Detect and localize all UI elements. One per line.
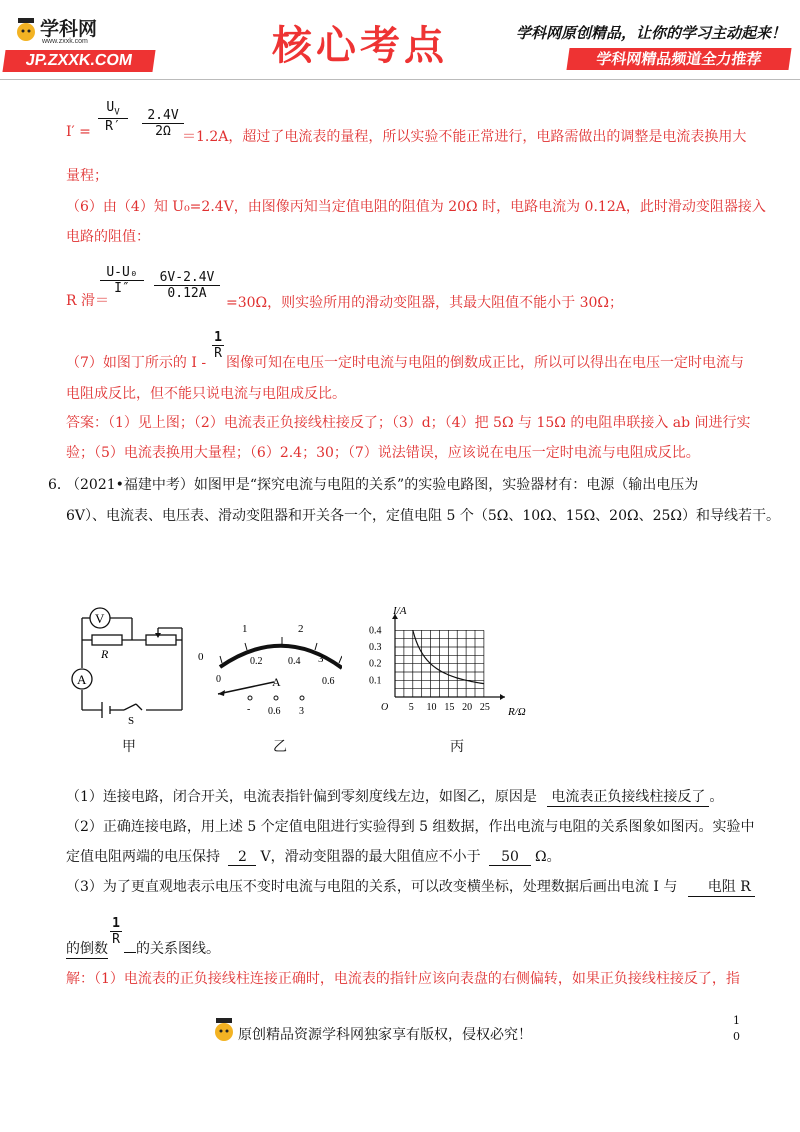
sub2-line1: （2）正确连接电路，用上述 5 个定值电阻进行实验得到 5 组数据，作出电流与电阻的关系图象如图丙。实验中 bbox=[66, 819, 755, 835]
y-tick-label: 0.3 bbox=[369, 642, 382, 653]
terminal-3: 3 bbox=[299, 706, 304, 717]
terminal-neg: - bbox=[247, 704, 251, 715]
sub3-answer-b: 的倒数 bbox=[66, 938, 108, 959]
frac1-num-sub: V bbox=[114, 107, 120, 118]
sub3-frac bbox=[110, 916, 122, 947]
logo-url: www.zxxk.com bbox=[42, 38, 88, 45]
chart-grid bbox=[395, 630, 484, 697]
page-number-bottom: 0 bbox=[733, 1030, 740, 1043]
inner-tick-1: 0.2 bbox=[250, 656, 263, 667]
sub2-answer-voltage: 2 bbox=[228, 849, 256, 866]
page-number-top: 1 bbox=[733, 1014, 740, 1027]
x-axis-label: R/Ω bbox=[508, 706, 526, 718]
mascot-icon bbox=[14, 16, 38, 44]
x-tick-label: 5 bbox=[408, 702, 414, 713]
formula2-left: R 滑＝ bbox=[66, 293, 109, 309]
formula2-text: =30Ω，则实验所用的滑动变阻器，其最大阻值不能小于 30Ω； bbox=[226, 295, 624, 311]
circuit-diagram bbox=[62, 600, 192, 725]
rheostat bbox=[146, 635, 176, 645]
sub3-frac-den: R bbox=[110, 931, 122, 947]
caption-yi: 乙 bbox=[273, 739, 287, 755]
formula1-left: I′ = bbox=[66, 124, 91, 140]
meter-needle bbox=[218, 682, 274, 694]
inner-tick-0: 0 bbox=[216, 674, 221, 685]
x-axis-arrow bbox=[500, 694, 505, 700]
x-tick-label: O bbox=[381, 702, 389, 713]
part7-post: 图像可知在电压一定时电流与电阻的倒数成正比，所以可以得出在电压一定时电流与 bbox=[226, 355, 744, 371]
ammeter-dial bbox=[192, 612, 342, 722]
solution-line1: 解：（1）电流表的正负接线柱连接正确时，电流表的指针应该向表盘的右侧偏转，如果正负接线柱接反了，指 bbox=[66, 971, 740, 987]
sub3-line1 bbox=[66, 876, 766, 897]
question-number: 6． bbox=[48, 477, 71, 493]
formula2-frac1 bbox=[100, 265, 144, 296]
inner-tick-2: 0.4 bbox=[288, 656, 301, 667]
part7-frac-den: R bbox=[212, 345, 224, 361]
switch-label: S bbox=[128, 715, 135, 725]
sub2-pre: 定值电阻两端的电压保持 bbox=[66, 849, 220, 865]
y-tick-label: 0.2 bbox=[369, 658, 382, 670]
outer-tick-3: 3 bbox=[318, 653, 324, 665]
formula2-frac1-num: U-U₀ bbox=[100, 265, 144, 281]
footer-mascot-icon bbox=[212, 1016, 236, 1048]
part7-line2: 电阻成反比，但不能只说电流与电阻成反比。 bbox=[66, 386, 346, 402]
center-title: 核心考点 bbox=[272, 22, 448, 69]
caption-jia: 甲 bbox=[122, 739, 136, 755]
resistor-label: R bbox=[101, 647, 109, 661]
sub1-post: 。 bbox=[709, 789, 724, 805]
sub3-tail bbox=[124, 938, 220, 958]
channel-banner[interactable] bbox=[566, 48, 791, 70]
sub3-text: （3）为了更直观地表示电压不变时电流与电阻的关系，可以改变横坐标，处理数据后画出电流 I 与 bbox=[66, 879, 678, 895]
sub2-line2 bbox=[66, 846, 766, 866]
frac2-num: 2.4V bbox=[142, 108, 184, 124]
frac2-den: 2Ω bbox=[155, 124, 171, 139]
needle-arrow bbox=[218, 690, 225, 696]
part6-line2: 电路的阻值： bbox=[66, 229, 150, 245]
ammeter-label: A bbox=[77, 672, 87, 687]
answer-line2: 验；（5）电流表换用大量程；（6）2.4；30；（7）说法错误，应该说在电压一定时电流与电阻成反比。 bbox=[66, 445, 700, 461]
caption-bing: 丙 bbox=[450, 739, 464, 755]
y-tick-label: 0.1 bbox=[369, 675, 382, 687]
footer-text: 原创精品资源学科网独家享有版权，侵权必究！ bbox=[238, 1027, 532, 1043]
meter-unit: A bbox=[272, 675, 281, 689]
x-tick-label: 25 bbox=[479, 702, 490, 713]
y-tick-label: 0.4 bbox=[369, 625, 382, 637]
sub3-line2 bbox=[66, 938, 108, 959]
sub3-blank bbox=[124, 952, 136, 953]
sub1-answer: 电流表正负接线柱接反了 bbox=[547, 786, 709, 807]
channel-banner-text: 学科网精品频道全力推荐 bbox=[595, 50, 763, 68]
outer-tick-1: 1 bbox=[242, 623, 248, 635]
formula2-frac1-den: I″ bbox=[114, 281, 130, 296]
logo bbox=[14, 14, 104, 50]
answer-line1: 答案：（1）见上图；（2）电流表正负接线柱接反了；（3）d；（4）把 5Ω 与 15Ω 的电阻串联接入 ab 间进行实 bbox=[66, 415, 751, 431]
sub3-answer-a: 电阻 R bbox=[688, 876, 755, 897]
formula1-frac2 bbox=[142, 108, 184, 139]
terminal-06: 0.6 bbox=[268, 706, 281, 717]
outer-tick-0: 0 bbox=[198, 651, 204, 663]
frac1-num: U bbox=[106, 100, 115, 115]
part6-line1: （6）由（4）知 U₀=2.4V，由图像丙知当定值电阻的阻值为 20Ω 时，电路电流为 0.12A，此时滑动变阻器接入 bbox=[66, 199, 766, 215]
formula1-frac1 bbox=[98, 100, 128, 134]
part7-frac-num: 1 bbox=[214, 330, 222, 345]
sub2-answer-resistance: 50 bbox=[489, 849, 531, 866]
sub3-frac-num: 1 bbox=[112, 916, 120, 931]
question-line1: （2021•福建中考）如图甲是“探究电流与电阻的关系”的实验电路图，实验器材有：电源（输出电压为 bbox=[66, 477, 699, 493]
logo-text: 学科网 bbox=[40, 19, 98, 40]
sub1-pre: （1）连接电路，闭合开关，电流表指针偏到零刻度线左边，如图乙，原因是 bbox=[66, 789, 537, 805]
sub1 bbox=[66, 786, 766, 807]
slogan: 学科网原创精品，让你的学习主动起来！ bbox=[516, 24, 787, 42]
part7-pre: （7）如图丁所示的 I - bbox=[66, 355, 207, 371]
formula2-frac2-den: 0.12A bbox=[167, 286, 207, 301]
y-axis-label: I/A bbox=[393, 605, 407, 617]
formula1-text-cont: 量程； bbox=[66, 168, 108, 184]
formula2-frac2-num: 6V-2.4V bbox=[154, 270, 220, 286]
site-banner[interactable] bbox=[2, 50, 155, 72]
outer-tick-2: 2 bbox=[298, 623, 304, 635]
sub2-post: Ω。 bbox=[535, 849, 561, 865]
formula1-text: ＝1.2A，超过了电流表的量程，所以实验不能正常进行，电路需做出的调整是电流表换用大 bbox=[182, 129, 747, 145]
x-tick-label: 10 bbox=[426, 702, 437, 713]
sub2-mid: V，滑动变阻器的最大阻值应不小于 bbox=[260, 849, 481, 865]
x-tick-label: 20 bbox=[462, 702, 473, 713]
dial-arc bbox=[220, 646, 342, 668]
fixed-resistor bbox=[92, 635, 122, 645]
frac1-den: R′ bbox=[105, 118, 121, 134]
question-line2: 6V）、电流表、电压表、滑动变阻器和开关各一个，定值电阻 5 个（5Ω、10Ω、15Ω、20Ω、25Ω）和导线若干。 bbox=[66, 508, 781, 524]
i-r-chart bbox=[365, 602, 535, 727]
voltmeter-label: V bbox=[95, 611, 105, 626]
x-tick-label: 15 bbox=[444, 702, 455, 713]
formula2-frac2 bbox=[154, 270, 220, 301]
sub3-post: 的关系图线。 bbox=[136, 941, 220, 957]
part7-frac bbox=[212, 330, 224, 361]
header-divider bbox=[0, 79, 800, 80]
inner-tick-3: 0.6 bbox=[322, 676, 335, 687]
site-banner-text: JP.ZXXK.COM bbox=[24, 52, 134, 69]
